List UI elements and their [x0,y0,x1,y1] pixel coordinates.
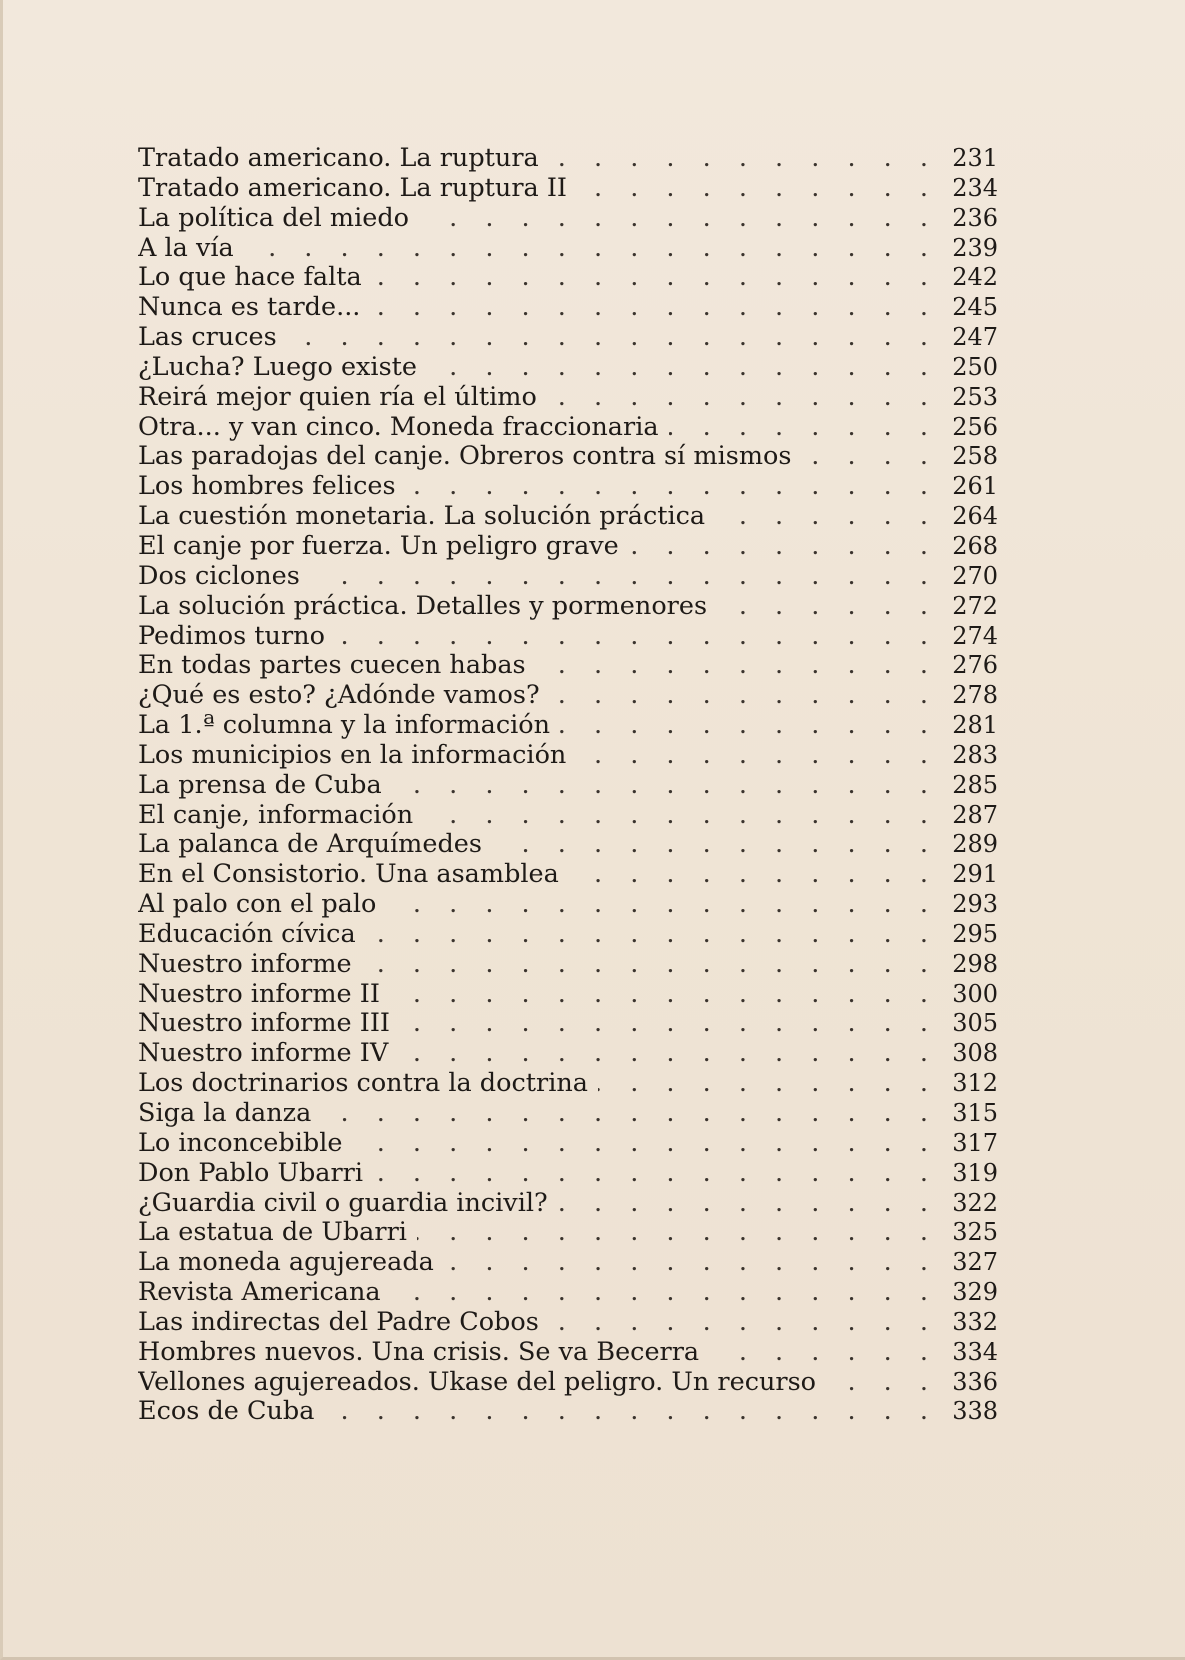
toc-entry-page-number: 291 [952,860,998,889]
toc-entry-title: Los doctrinarios contra la doctrina [138,1069,588,1099]
toc-entry-title: La prensa de Cuba [138,770,382,800]
toc-entry-page-number: 295 [952,919,998,948]
dot-leader [576,741,938,771]
toc-entry-title: La moneda agujereada [138,1248,434,1278]
toc-entry-title: Nuestro informe II [138,979,380,1009]
dot-leader [423,801,938,831]
toc-entry-title: Educación cívica [138,919,356,949]
toc-entry-title: Lo inconcebible [138,1128,343,1158]
toc-entry-page-number: 236 [952,203,998,232]
toc-entry [138,771,998,801]
toc-entry [138,711,998,741]
toc-entry-title: ¿Qué es esto? ¿Adónde vamos? [138,681,540,711]
toc-entry-page-number: 264 [952,502,998,531]
toc-entry [138,592,998,622]
dot-leader [400,1009,938,1039]
toc-entry-page-number: 336 [952,1367,998,1396]
toc-entry-title: Ecos de Cuba [138,1397,315,1427]
table-of-contents [138,144,998,1427]
dot-leader [669,413,938,443]
toc-entry-page-number: 317 [952,1128,998,1157]
toc-entry-page-number: 305 [952,1009,998,1038]
toc-entry [138,1099,998,1129]
toc-entry-page-number: 278 [952,681,998,710]
dot-leader [417,1218,938,1248]
toc-entry-title: Nunca es tarde... [138,293,361,323]
dot-leader [715,502,938,532]
dot-leader [244,234,938,264]
toc-entry-title: Lo que hace falta [138,263,362,293]
toc-entry-page-number: 234 [952,173,998,202]
toc-entry [138,860,998,890]
toc-entry [138,1397,998,1427]
toc-entry-title: Tratado americano. La ruptura II [138,173,567,203]
toc-entry-page-number: 245 [952,293,998,322]
toc-entry-title: Don Pablo Ubarri [138,1158,364,1188]
dot-leader [390,980,938,1010]
toc-entry-title: Siga la danza [138,1099,312,1128]
dot-leader [550,681,938,711]
toc-entry-title: En todas partes cuecen habas [138,651,526,681]
toc-entry-page-number: 270 [952,561,998,590]
toc-entry [138,174,998,204]
toc-entry-page-number: 239 [952,233,998,262]
dot-leader [392,771,938,801]
toc-entry-page-number: 283 [952,740,998,769]
toc-entry [138,502,998,532]
toc-entry-title: Las paradojas del canje. Obreros contra sí mismos [138,442,792,472]
toc-entry-page-number: 268 [952,531,998,560]
toc-entry-page-number: 293 [952,890,998,919]
dot-leader [370,293,938,323]
toc-entry [138,532,998,562]
toc-entry [138,1308,998,1338]
toc-entry [138,801,998,831]
toc-entry-page-number: 322 [952,1188,998,1217]
toc-entry [138,234,998,264]
toc-entry [138,1248,998,1278]
toc-entry-page-number: 276 [952,651,998,680]
toc-entry-page-number: 332 [952,1307,998,1336]
dot-leader [709,1338,938,1368]
dot-leader [801,442,938,472]
dot-leader [717,592,938,622]
toc-entry [138,741,998,771]
toc-entry [138,323,998,353]
toc-entry-page-number: 281 [952,711,998,740]
toc-entry [138,1009,998,1039]
toc-entry-page-number: 250 [952,352,998,381]
toc-entry-title: ¿Lucha? Luego existe [138,352,417,382]
dot-leader [419,204,938,234]
toc-entry-page-number: 272 [952,591,998,620]
toc-entry-title: La 1.ª columna y la información [138,711,551,741]
toc-entry [138,442,998,472]
toc-entry-title: En el Consistorio. Una asamblea [138,860,559,890]
toc-entry-title: Reirá mejor quien ría el último [138,382,537,412]
toc-entry-page-number: 256 [952,412,998,441]
toc-entry-title: Los hombres felices [138,472,396,502]
toc-entry-page-number: 287 [952,800,998,829]
toc-entry-title: El canje, información [138,800,414,830]
dot-leader [287,323,938,353]
toc-entry [138,383,998,413]
toc-entry [138,622,998,652]
toc-entry-title: Nuestro informe III [138,1009,390,1039]
toc-entry [138,890,998,920]
toc-entry-title: Nuestro informe IV [138,1039,389,1069]
toc-entry-title: Las indirectas del Padre Cobos [138,1307,539,1337]
toc-entry-title: Los municipios en la información [138,740,567,770]
toc-entry-page-number: 274 [952,621,998,650]
toc-entry [138,980,998,1010]
toc-entry [138,144,998,174]
toc-entry [138,1338,998,1368]
dot-leader [598,1069,938,1099]
toc-entry [138,1069,998,1099]
dot-leader [444,1248,938,1278]
dot-leader [492,830,938,860]
toc-entry-title: Pedimos turno [138,621,325,651]
toc-entry [138,950,998,980]
dot-leader [826,1368,938,1398]
toc-entry-title: El canje por fuerza. Un peligro grave [138,531,619,561]
dot-leader [629,532,938,562]
toc-entry-title: La cuestión monetaria. La solución práctica [138,502,706,532]
toc-entry-page-number: 327 [952,1248,998,1277]
toc-entry [138,920,998,950]
toc-entry-title: Las cruces [138,323,277,353]
toc-entry-page-number: 298 [952,949,998,978]
toc-entry [138,263,998,293]
toc-entry-page-number: 308 [952,1039,998,1068]
toc-entry [138,1039,998,1069]
toc-entry-page-number: 334 [952,1337,998,1366]
toc-entry-title: La estatua de Ubarri [138,1218,407,1248]
toc-entry [138,1129,998,1159]
dot-leader [577,174,938,204]
dot-leader [373,1159,938,1189]
dot-leader [569,860,938,890]
dot-leader [335,622,938,652]
dot-leader [352,1129,938,1159]
toc-entry-page-number: 253 [952,382,998,411]
toc-entry [138,353,998,383]
dot-leader [398,1039,938,1069]
toc-entry-page-number: 258 [952,442,998,471]
dot-leader [427,353,938,383]
toc-entry [138,651,998,681]
dot-leader [324,1397,938,1427]
dot-leader [310,562,938,592]
dot-leader [549,144,938,174]
toc-entry-title: A la vía [138,233,234,263]
toc-entry [138,1278,998,1308]
toc-entry [138,1218,998,1248]
dot-leader [558,1189,938,1219]
toc-entry-title: Nuestro informe [138,949,352,979]
toc-entry [138,293,998,323]
dot-leader [391,1278,938,1308]
toc-entry-title: La solución práctica. Detalles y pormenores [138,591,708,621]
toc-entry-title: Hombres nuevos. Una crisis. Se va Becerra [138,1337,700,1367]
dot-leader [386,890,938,920]
toc-entry-page-number: 261 [952,472,998,501]
dot-leader [549,1308,938,1338]
toc-entry-page-number: 319 [952,1158,998,1187]
toc-entry [138,830,998,860]
toc-entry [138,204,998,234]
toc-entry [138,1368,998,1398]
dot-leader [560,711,938,741]
toc-entry-title: ¿Guardia civil o guardia incivil? [138,1188,548,1218]
dot-leader [536,651,938,681]
toc-entry-page-number: 300 [952,979,998,1008]
toc-entry [138,562,998,592]
toc-entry [138,681,998,711]
toc-entry-title: Tratado americano. La ruptura [138,144,539,173]
dot-leader [372,263,938,293]
toc-entry [138,472,998,502]
toc-entry-page-number: 289 [952,830,998,859]
toc-entry-title: Revista Americana [138,1278,381,1308]
dot-leader [366,920,938,950]
toc-entry-page-number: 325 [952,1218,998,1247]
toc-entry-title: Dos ciclones [138,561,300,591]
dot-leader [406,472,938,502]
dot-leader [547,383,938,413]
toc-entry-title: Vellones agujereados. Ukase del peligro. Un recurso [138,1367,817,1397]
toc-entry-page-number: 312 [952,1069,998,1098]
toc-entry-page-number: 285 [952,770,998,799]
toc-entry-title: Otra... y van cinco. Moneda fraccionaria [138,412,659,442]
toc-entry-page-number: 247 [952,323,998,352]
toc-entry-title: La política del miedo [138,203,409,233]
toc-entry-page-number: 329 [952,1278,998,1307]
toc-entry-title: Al palo con el palo [138,890,377,920]
toc-entry [138,1159,998,1189]
toc-entry-title: La palanca de Arquímedes [138,830,482,860]
toc-entry-page-number: 315 [952,1099,998,1127]
toc-entry [138,1189,998,1219]
dot-leader [362,950,938,980]
toc-entry-page-number: 338 [952,1397,998,1426]
toc-entry [138,413,998,443]
toc-entry-page-number: 231 [952,144,998,172]
toc-entry-page-number: 242 [952,263,998,292]
dot-leader [321,1099,938,1129]
